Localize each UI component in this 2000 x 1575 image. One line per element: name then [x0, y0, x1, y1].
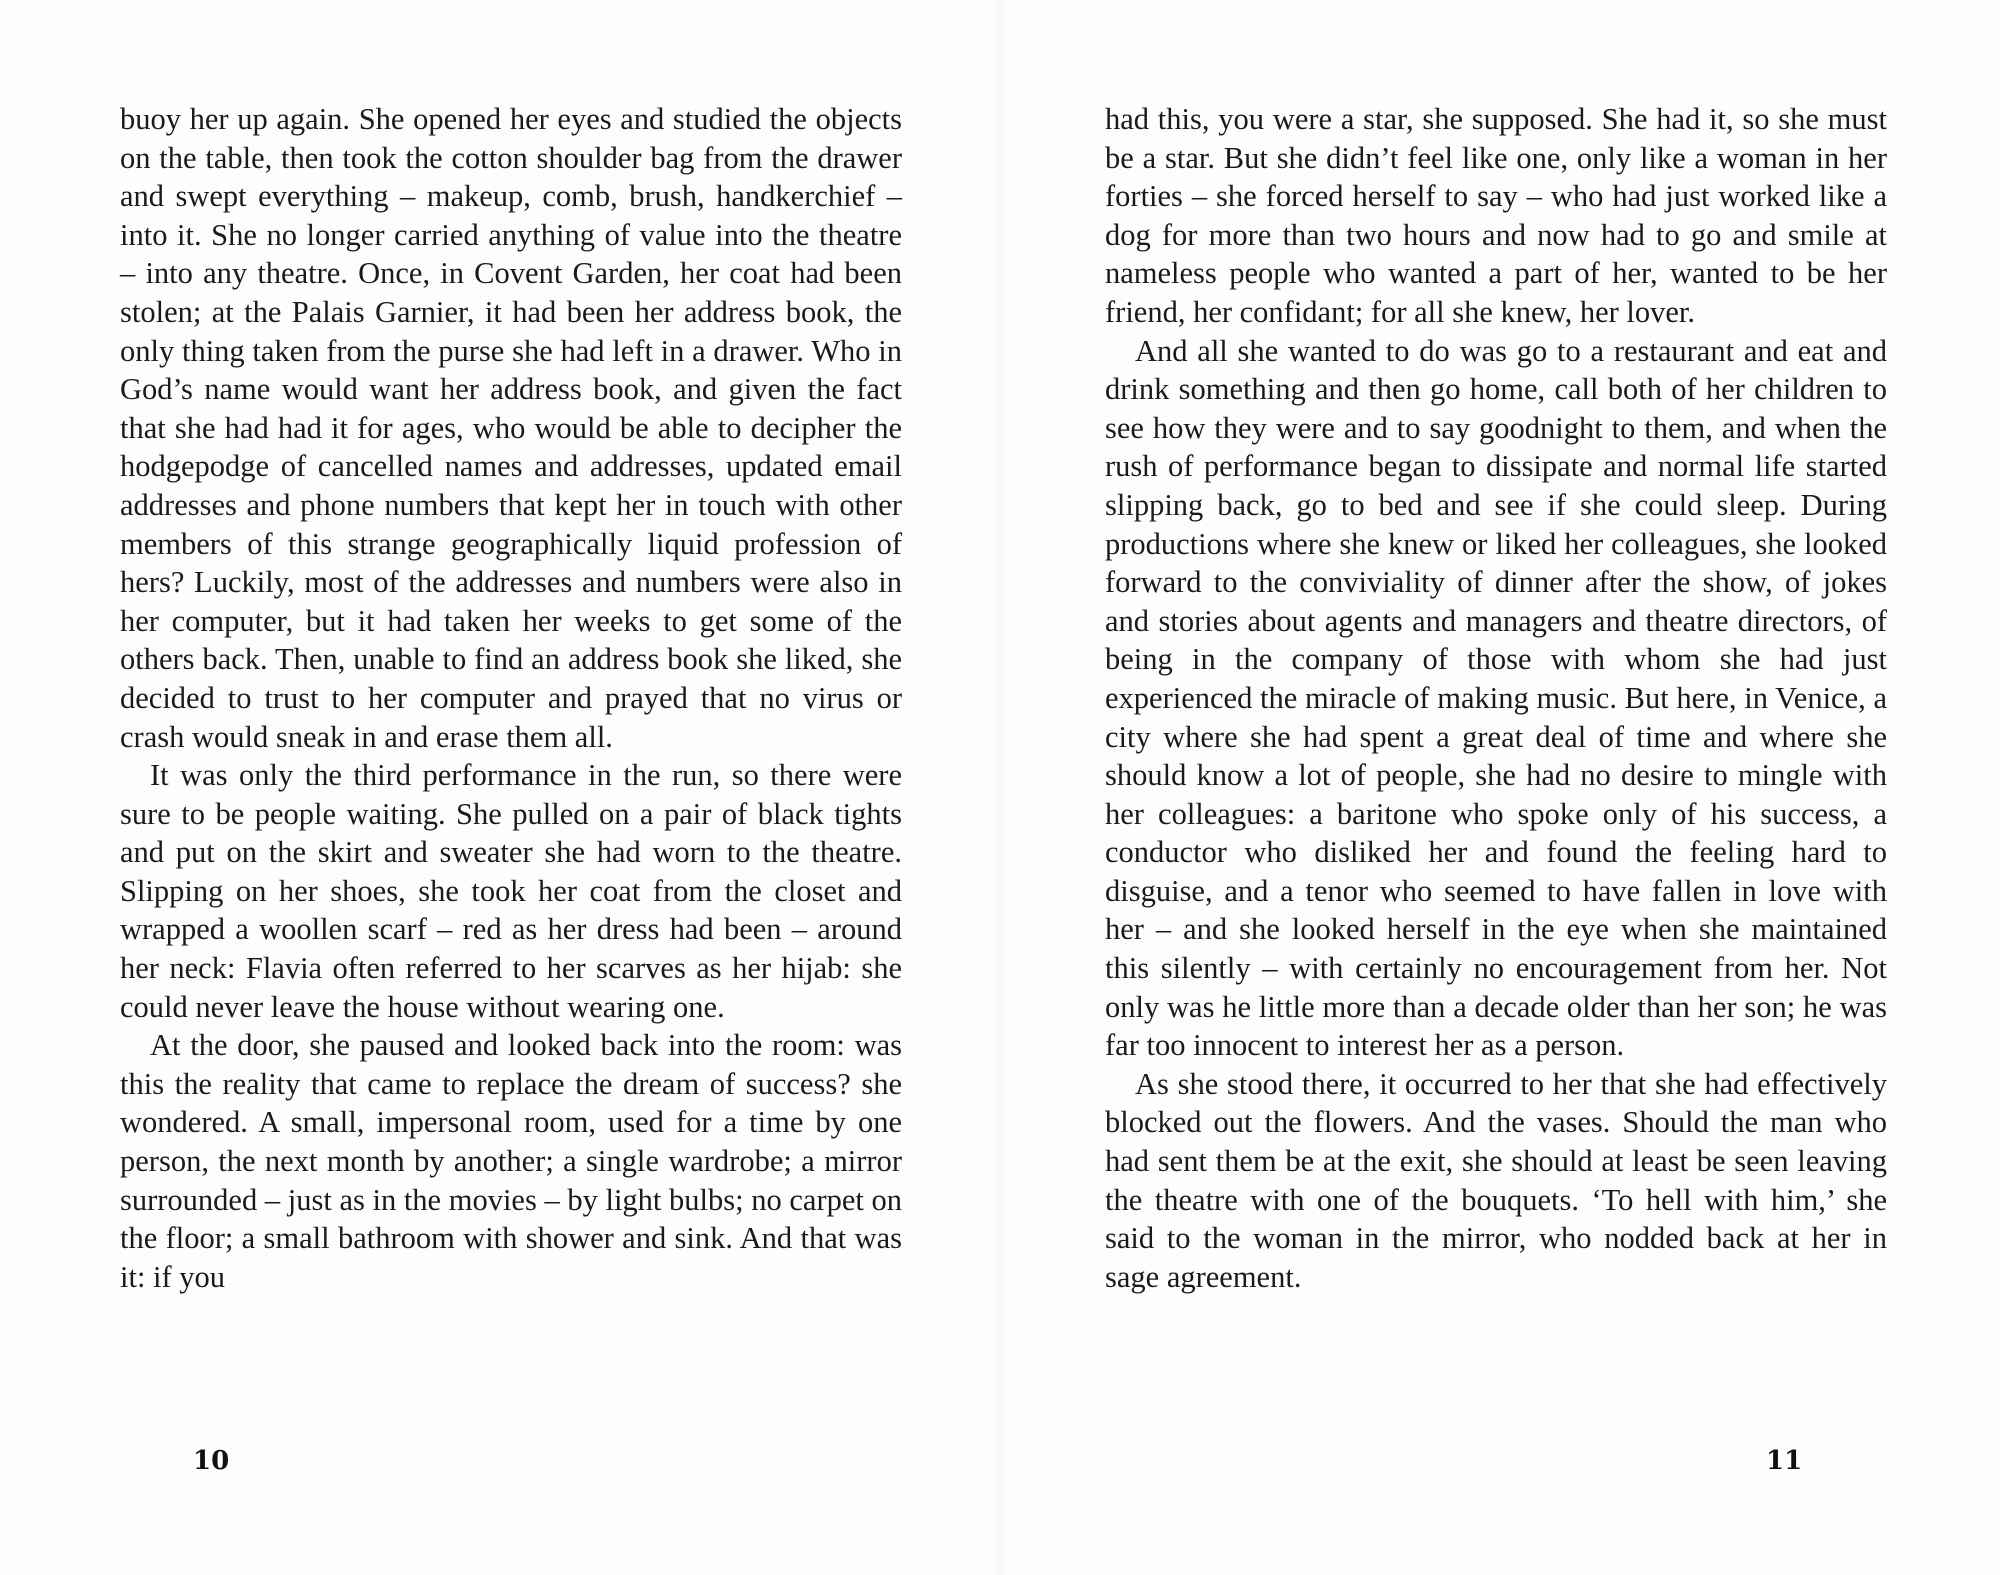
left-page-number: 10	[193, 1446, 230, 1476]
right-paragraph-2: And all she wanted to do was go to a restaurant and eat and drink something and then go home, call both of her children to see how they were and to say goodnight to them, and when the rush of performance began to dissipate and normal life started slipping back, go to bed and see if she could sleep. During productions where she knew or liked her colleagues, she looked forward to the conviviality of dinner after the show, of jokes and stories about agents and managers and theatre directors, of being in the company of those with whom she had just experienced the miracle of making music. But here, in Venice, a city where she had spent a great deal of time and where she should know a lot of people, she had no desire to mingle with her colleagues: a baritone who spoke only of his success, a conductor who disliked her and found the feeling hard to disguise, and a tenor who seemed to have fallen in love with her – and she looked herself in the eye when she maintained this silently – with certainly no encouragement from her. Not only was he little more than a decade older than her son; he was far too innocent to interest her as a person.	[1105, 333, 1887, 1063]
left-paragraph-3: At the door, she paused and looked back into the room: was this the reality that came to replace the dream of success? she wondered. A small, impersonal room, used for a time by one person, the next month by another; a single wardrobe; a mirror surrounded – just as in the movies – by light bulbs; no carpet on the floor; a small bathroom with shower and sink. And that was it: if you	[120, 1028, 902, 1294]
left-paragraph-1: buoy her up again. She opened her eyes and studied the objects on the table, then took the cotton shoulder bag from the drawer and swept everything – makeup, comb, brush, handkerchief – into it. She no longer carried anything of value into the theatre – into any theatre. Once, in Covent Garden, her coat had been stolen; at the Palais Garnier, it had been her address book, the only thing taken from the purse she had left in a drawer. Who in God’s name would want her address book, and given the fact that she had had it for ages, who would be able to decipher the hodgepodge of cancelled names and addresses, updated email addresses and phone numbers that kept her in touch with other members of this strange geographically liquid profession of hers? Luckily, most of the addresses and numbers were also in her computer, but it had taken her weeks to get some of the others back. Then, unable to find an address book she liked, she decided to trust to her computer and prayed that no virus or crash would sneak in and erase them all.	[120, 102, 902, 754]
book-gutter	[990, 0, 1010, 1575]
right-page-text	[1105, 100, 1887, 1296]
right-paragraph-1: had this, you were a star, she supposed. She had it, so she must be a star. But she didn’t feel like one, only like a woman in her forties – she forced herself to say – who had just worked like a dog for more than two hours and now had to go and smile at nameless people who wanted a part of her, wanted to be her friend, her confidant; for all she knew, her lover.	[1105, 102, 1887, 329]
left-page-text	[120, 100, 902, 1296]
right-page-number: 11	[1766, 1446, 1803, 1476]
right-paragraph-3: As she stood there, it occurred to her that she had effectively blocked out the flowers. And the vases. Should the man who had sent them be at the exit, she should at least be seen leaving the theatre with one of the bouquets. ‘To hell with him,’ she said to the woman in the mirror, who nodded back at her in sage agreement.	[1105, 1066, 1887, 1294]
left-paragraph-2: It was only the third performance in the run, so there were sure to be people waiting. She pulled on a pair of black tights and put on the skirt and sweater she had worn to the theatre. Slipping on her shoes, she took her coat from the closet and wrapped a woollen scarf – red as her dress had been – around her neck: Flavia often referred to her scarves as her hijab: she could never leave the house without wearing one.	[120, 758, 902, 1024]
